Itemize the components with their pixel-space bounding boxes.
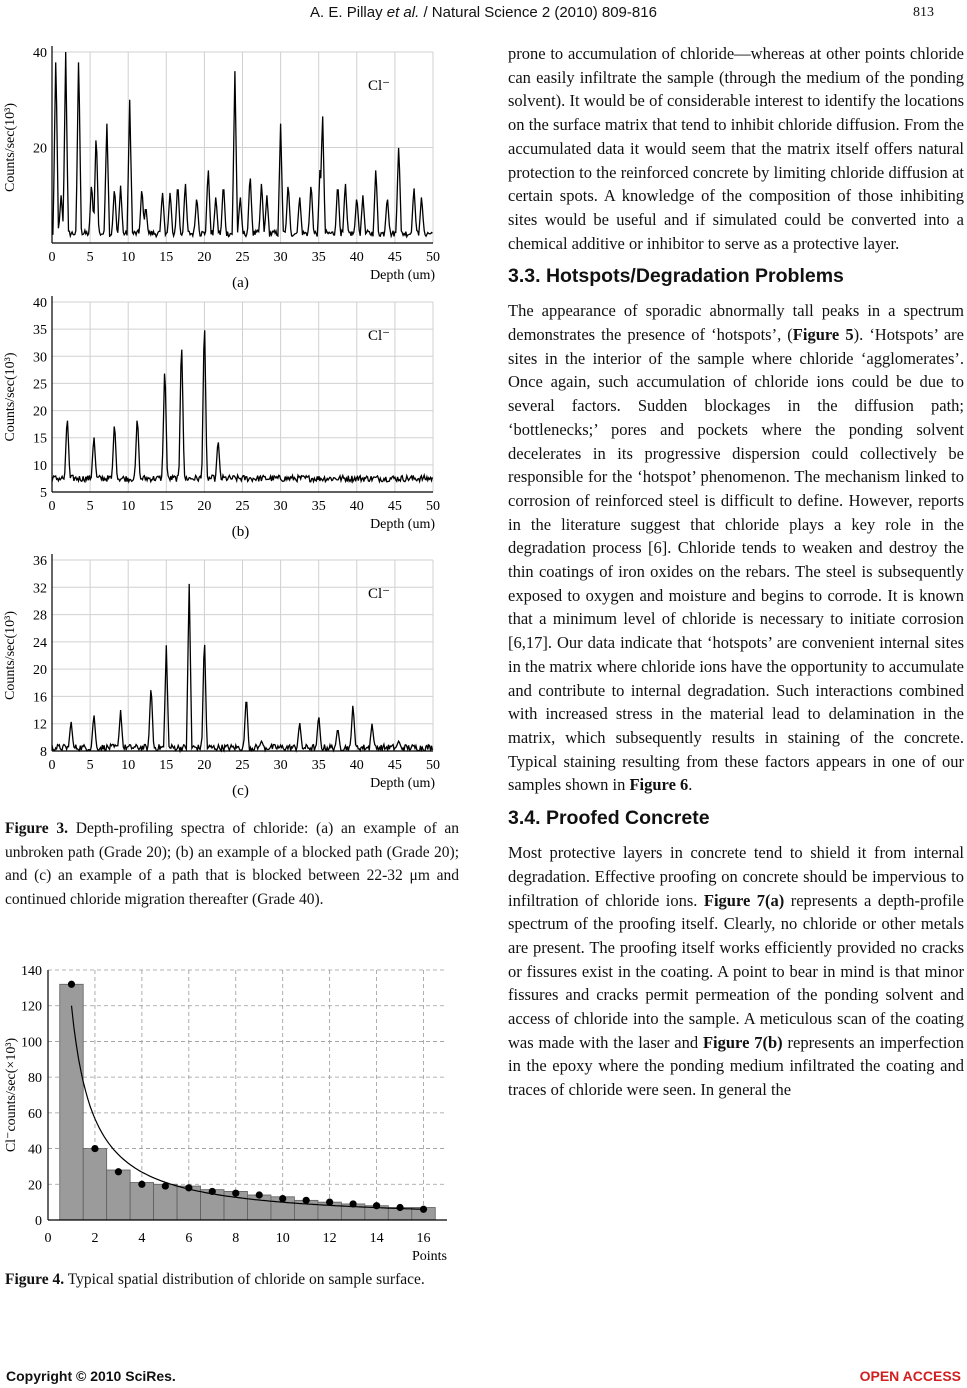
x-tick-label: 30 <box>273 499 288 514</box>
x-tick-label: 6 <box>185 1231 193 1246</box>
y-axis-label: Cl⁻counts/sec(×10³) <box>4 1037 19 1153</box>
x-tick-label: 5 <box>86 758 94 773</box>
x-tick-label: 10 <box>275 1231 290 1246</box>
x-tick-label: 35 <box>311 499 326 514</box>
x-tick-label: 45 <box>387 250 402 265</box>
x-tick-label: 45 <box>387 758 402 773</box>
y-axis-label: Counts/sec(10³) <box>3 611 18 700</box>
figure-4-caption <box>5 1268 459 1292</box>
open-access-label: OPEN ACCESS <box>859 1368 961 1384</box>
y-tick-label: 20 <box>33 663 47 679</box>
x-tick-label: 2 <box>91 1231 99 1246</box>
y-tick-label: 28 <box>33 608 47 624</box>
x-axis-label: Depth (um) <box>370 517 435 532</box>
figure-4-caption-text: Typical spatial distribution of chloride on sample surface. <box>64 1271 425 1288</box>
figure-3-caption <box>5 817 459 911</box>
ion-label: Cl⁻ <box>368 78 391 94</box>
data-point <box>279 1195 286 1202</box>
figure-5-ref: Figure 5 <box>792 325 854 345</box>
y-tick-label: 36 <box>33 554 47 569</box>
copyright-text: Copyright © 2010 SciRes. <box>6 1368 176 1384</box>
y-tick-label: 120 <box>21 999 42 1015</box>
x-tick-label: 50 <box>426 499 440 514</box>
x-tick-label: 35 <box>311 250 326 265</box>
data-point <box>209 1188 216 1195</box>
ion-label: Cl⁻ <box>368 586 391 602</box>
x-axis-label: Points <box>411 1249 447 1264</box>
data-point <box>326 1199 333 1206</box>
y-tick-label: 20 <box>28 1178 42 1194</box>
data-point <box>115 1168 122 1175</box>
data-point <box>232 1190 239 1197</box>
data-point <box>138 1181 145 1188</box>
bar <box>60 984 83 1220</box>
y-tick-label: 30 <box>33 350 47 366</box>
x-tick-label: 20 <box>197 499 212 514</box>
p2-text-b: ). ‘Hotspots’ are sites in the interior of the sample where chloride ‘agglomerates’. Once again, such accumulation of chloride ions could be due to several factors. Sudden blockages in the diffusion path; ‘bottlenecks;’ pores and pockets where the ponding solvent decelerates in its progressive dispersion could collectively be responsible for the ‘hotspot’ phenomenon. The mechanism linked to corrosion of reinforced steel is difficult to define. However, reports in the literature suggest that chloride plays a key role in the degradation process [6]. Chloride tends to weaken and destroy the thin coatings of iron oxides on the rebars. The steel is subsequently exposed to oxygen and moisture and begins to corrode. It is known that a minimum level of chloride is necessary to initiate corrosion [6,17]. Our data indicate that ‘hotspots’ are convenient internal sites in the matrix where chloride ions have the opportunity to accumulate and contribute to internal degradation. Such interactions combined with increased stress in the material lead to delamination in the matrix, which subsequently results in staining of the concrete. Typical staining resulting from these factors appears in one of our samples shown in <box>508 325 964 795</box>
panel-label: (c) <box>232 783 249 799</box>
x-tick-label: 4 <box>138 1231 146 1246</box>
et-al-text: et al. <box>386 4 420 21</box>
x-tick-label: 50 <box>426 250 440 265</box>
p3-text-a: Most protective layers in concrete tend to shield it from internal degradation. Effective proofing on concrete should be impervious to infiltration of chloride ions. <box>508 843 964 910</box>
data-point <box>373 1202 380 1209</box>
x-tick-label: 45 <box>387 499 402 514</box>
figure-3-caption-text: Depth-profiling spectra of chloride: (a) an example of an unbroken path (Grade 20); (b) an example of a blocked path (Grade 20); and (c) an example of a path that is blocked between 22-32 μm and continued chloride migration thereafter (Grade 40). <box>5 820 459 908</box>
y-tick-label: 140 <box>21 964 42 979</box>
data-point <box>91 1145 98 1152</box>
y-tick-label: 25 <box>33 377 47 393</box>
figure-4-chart <box>0 958 470 1264</box>
figure-7b-ref: Figure 7(b) <box>702 1032 783 1052</box>
p3-text-b: represents a depth-profile spectrum of the proofing itself. Clearly, no chloride or other metals are present. The proofing itself works efficiently provided no cracks or fissures exist in the coating. A point to bear in mind is that minor fissures and cracks permit permeation of the ponding solvent and access of chloride into the sample. A meticulous scan of the coating was made with the laser and <box>508 890 964 1052</box>
x-axis-label: Depth (um) <box>370 268 435 283</box>
page-number: 813 <box>913 5 934 20</box>
x-tick-label: 5 <box>86 250 94 265</box>
section-heading-3-4: 3.4. Proofed Concrete <box>508 807 710 830</box>
p2-text-c: . <box>688 775 693 795</box>
x-tick-label: 20 <box>197 758 212 773</box>
x-tick-label: 12 <box>322 1231 337 1246</box>
running-header <box>0 2 967 22</box>
y-tick-label: 60 <box>28 1106 42 1122</box>
ion-label: Cl⁻ <box>368 328 391 344</box>
x-tick-label: 14 <box>369 1231 384 1246</box>
x-tick-label: 25 <box>235 758 250 773</box>
x-tick-label: 35 <box>311 758 326 773</box>
data-point <box>185 1184 192 1191</box>
x-tick-label: 15 <box>159 758 174 773</box>
author-text: A. E. Pillay <box>310 4 387 21</box>
paragraph-1: prone to accumulation of chloride―whereas at other points chloride can easily infiltrate the sample (through the medium of the ponding solvent). It would be of considerable interest to identify the locations on the surface matrix that tend to inhibit chloride diffusion. From the accumulated data it would seem that the matrix itself offers natural protection to the reinforced concrete by limiting chloride diffusion at certain spots. A knowledge of the composition of those inhibiting sites would be useful and if simulated could be converted into a chemical additive or inhibitor to serve as a protective layer. <box>508 44 964 253</box>
figure-4-label: Figure 4. <box>5 1271 65 1288</box>
x-tick-label: 0 <box>44 1231 52 1246</box>
section-heading-3-3: 3.3. Hotspots/Degradation Problems <box>508 265 844 288</box>
figure-6-ref: Figure 6 <box>629 775 689 795</box>
x-tick-label: 20 <box>197 250 212 265</box>
data-point <box>420 1206 427 1213</box>
y-tick-label: 80 <box>28 1071 42 1087</box>
y-tick-label: 20 <box>33 404 47 420</box>
panel-label: (a) <box>232 275 249 291</box>
y-tick-label: 10 <box>33 458 47 474</box>
bar <box>107 1170 130 1220</box>
x-tick-label: 0 <box>48 250 56 265</box>
y-tick-label: 100 <box>21 1035 42 1051</box>
x-tick-label: 0 <box>48 758 56 773</box>
y-tick-label: 12 <box>33 717 47 733</box>
figure-3a <box>0 40 470 290</box>
y-tick-label: 40 <box>33 46 47 61</box>
y-tick-label: 16 <box>33 690 47 706</box>
y-tick-label: 8 <box>40 745 47 760</box>
y-tick-label: 35 <box>33 323 47 339</box>
x-tick-label: 10 <box>121 758 136 773</box>
data-point <box>256 1191 263 1198</box>
x-tick-label: 25 <box>235 499 250 514</box>
paragraph-2 <box>508 299 964 797</box>
data-point <box>396 1204 403 1211</box>
y-tick-label: 24 <box>33 635 47 651</box>
journal-citation <box>0 4 967 21</box>
p3-text-c: represents an imperfection in the epoxy where the ponding medium infiltrated the coating and traces of chloride were seen. In general the <box>508 1032 964 1100</box>
data-point <box>162 1182 169 1189</box>
x-tick-label: 0 <box>48 499 56 514</box>
y-tick-label: 32 <box>33 581 47 597</box>
figure-3-label: Figure 3. <box>5 820 69 837</box>
right-column <box>508 42 964 1102</box>
x-tick-label: 40 <box>349 758 364 773</box>
x-tick-label: 10 <box>121 499 136 514</box>
figure-4 <box>0 958 470 1264</box>
panel-label: (b) <box>231 524 250 540</box>
figure-3b <box>0 294 470 549</box>
y-tick-label: 40 <box>33 296 47 311</box>
y-tick-label: 20 <box>33 141 47 157</box>
y-tick-label: 0 <box>35 1214 42 1229</box>
x-tick-label: 30 <box>273 758 288 773</box>
bar <box>83 1149 106 1220</box>
y-tick-label: 15 <box>33 431 47 447</box>
y-tick-label: 40 <box>28 1142 42 1158</box>
figure-3a-chart <box>0 40 470 290</box>
x-tick-label: 15 <box>159 250 174 265</box>
paragraph-3 <box>508 841 964 1102</box>
p2-text-a: The appearance of sporadic abnormally tall peaks in a spectrum demonstrates the presence of ‘hotspots’, ( <box>508 301 964 345</box>
x-tick-label: 8 <box>232 1231 240 1246</box>
figure-3b-chart <box>0 294 470 549</box>
x-axis-label: Depth (um) <box>370 776 435 791</box>
x-tick-label: 25 <box>235 250 250 265</box>
x-tick-label: 15 <box>159 499 174 514</box>
y-axis-label: Counts/sec(10³) <box>3 103 18 192</box>
x-tick-label: 10 <box>121 250 136 265</box>
journal-text: / Natural Science 2 (2010) 809-816 <box>419 4 657 21</box>
data-point <box>68 981 75 988</box>
data-point <box>303 1197 310 1204</box>
bar <box>130 1183 153 1221</box>
x-tick-label: 30 <box>273 250 288 265</box>
x-tick-label: 40 <box>349 499 364 514</box>
y-axis-label: Counts/sec(10³) <box>3 352 18 442</box>
x-tick-label: 16 <box>416 1231 431 1246</box>
figure-3c <box>0 550 470 808</box>
x-tick-label: 50 <box>426 758 440 773</box>
y-tick-label: 5 <box>40 486 47 501</box>
data-point <box>350 1200 357 1207</box>
figure-7a-ref: Figure 7(a) <box>703 890 785 910</box>
x-tick-label: 5 <box>86 499 94 514</box>
x-tick-label: 40 <box>349 250 364 265</box>
figure-3c-chart <box>0 550 470 808</box>
